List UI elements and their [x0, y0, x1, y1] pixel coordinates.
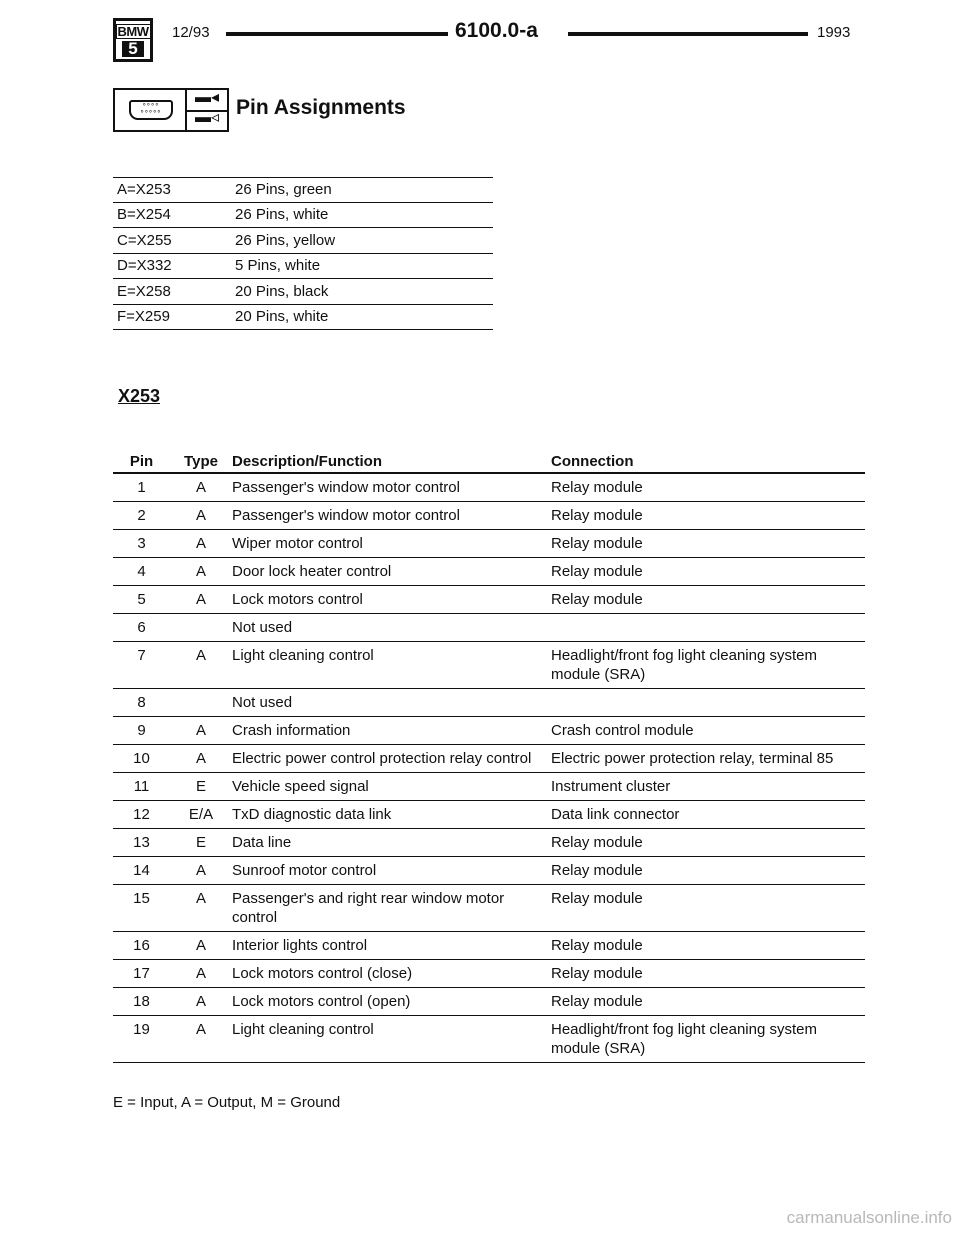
pin-type: A	[195, 479, 206, 496]
pin-connection: Relay module	[551, 937, 643, 954]
header-rule-left	[226, 32, 448, 36]
pin-number: 19	[133, 1021, 150, 1038]
pin-description: Passenger's and right rear window motor control	[232, 890, 505, 926]
pin-type	[170, 693, 232, 712]
pin-description: Lock motors control (open)	[232, 993, 411, 1010]
table-row	[113, 988, 865, 1016]
connector-id: C=X255	[117, 231, 172, 249]
bmw-5-logo	[113, 18, 153, 62]
connector-description: 20 Pins, white	[235, 308, 329, 326]
connector-row	[113, 228, 493, 254]
connector-row	[113, 279, 493, 305]
table-header	[113, 450, 865, 474]
pin-number: 5	[137, 591, 146, 608]
pin-type: A	[195, 965, 206, 982]
pin-number: 8	[137, 694, 146, 711]
pin-connection: Relay module	[551, 535, 643, 552]
pin-connection: Relay module	[551, 834, 643, 851]
pin-type: E	[195, 778, 206, 795]
pin-description: Passenger's window motor control	[232, 507, 460, 524]
type-legend: E = Input, A = Output, M = Ground	[113, 1094, 341, 1111]
watermark: carmanualsonline.info	[786, 1208, 952, 1227]
pin-number: 18	[133, 993, 150, 1010]
pin-description: Not used	[232, 694, 293, 711]
pin-number: 4	[137, 563, 146, 580]
header-date: 12/93	[172, 24, 210, 41]
pin-connection	[551, 693, 865, 712]
pin-description: Data line	[232, 834, 292, 851]
pin-connection: Relay module	[551, 890, 643, 907]
pin-number: 11	[133, 778, 150, 795]
pin-description: Lock motors control	[232, 591, 363, 608]
table-row	[113, 745, 865, 773]
pin-number: 14	[133, 862, 150, 879]
table-row	[113, 474, 865, 502]
column-header-type: Type	[184, 452, 218, 470]
header-year: 1993	[817, 24, 851, 41]
table-row	[113, 885, 865, 932]
pin-connection: Headlight/front fog light cleaning system module (SRA)	[551, 1021, 817, 1057]
pin-description: Sunroof motor control	[232, 862, 377, 879]
pin-connection: Relay module	[551, 993, 643, 1010]
pin-description: Lock motors control (close)	[232, 965, 413, 982]
pin-connection: Data link connector	[551, 806, 680, 823]
table-row	[113, 689, 865, 717]
pin-connection: Relay module	[551, 563, 643, 580]
connector-description: 20 Pins, black	[235, 282, 329, 300]
table-row	[113, 642, 865, 689]
pin-type: A	[195, 507, 206, 524]
pin-connection: Crash control module	[551, 722, 694, 739]
pin-type: A	[195, 1021, 206, 1038]
table-row	[113, 801, 865, 829]
pin-type: A	[195, 862, 206, 879]
table-row	[113, 932, 865, 960]
pin-type: A	[195, 750, 206, 767]
pin-assignment-table	[113, 450, 865, 1063]
connector-id: E=X258	[117, 282, 171, 300]
pin-number: 1	[137, 479, 146, 496]
pin-type: A	[195, 535, 206, 552]
pin-type: A	[195, 722, 206, 739]
table-row	[113, 586, 865, 614]
pin-type: A	[195, 937, 206, 954]
connector-id: D=X332	[117, 257, 172, 275]
document-code: 6100.0-a	[455, 19, 538, 42]
connector-pin-icon	[113, 88, 229, 132]
pin-number: 3	[137, 535, 146, 552]
table-row	[113, 773, 865, 801]
section-title: X253	[118, 386, 161, 406]
pin-connection: Electric power protection relay, terminal 85	[551, 750, 834, 767]
pin-number: 2	[137, 507, 146, 524]
pin-connection: Relay module	[551, 591, 643, 608]
table-row	[113, 530, 865, 558]
connector-id: A=X253	[117, 181, 171, 199]
pin-connection	[551, 618, 865, 637]
header-rule-right	[568, 32, 808, 36]
model-label: 5	[122, 41, 143, 57]
pin-type: A	[195, 647, 206, 664]
pin-type: A	[195, 563, 206, 580]
table-row	[113, 829, 865, 857]
pin-type: A	[195, 591, 206, 608]
input-output-icon: ▬◂ ▬◃	[194, 89, 220, 126]
table-row	[113, 558, 865, 586]
plug-icon: °°°° °°°°°	[129, 100, 173, 120]
pin-number: 15	[133, 890, 150, 907]
pin-connection: Instrument cluster	[551, 778, 671, 795]
pin-description: Passenger's window motor control	[232, 479, 460, 496]
table-body	[113, 474, 865, 1063]
pin-description: Interior lights control	[232, 937, 368, 954]
page-title: Pin Assignments	[236, 96, 406, 119]
pin-description: Vehicle speed signal	[232, 778, 369, 795]
connector-row	[113, 254, 493, 280]
pin-connection: Headlight/front fog light cleaning system module (SRA)	[551, 647, 817, 683]
table-row	[113, 857, 865, 885]
table-row	[113, 717, 865, 745]
pin-description: Not used	[232, 619, 293, 636]
connector-description: 5 Pins, white	[235, 257, 321, 275]
pin-description: Wiper motor control	[232, 535, 363, 552]
pin-connection: Relay module	[551, 965, 643, 982]
connector-summary-table	[113, 177, 493, 330]
column-header-pin: Pin	[129, 452, 154, 470]
pin-number: 6	[137, 619, 146, 636]
connector-row	[113, 203, 493, 229]
pin-number: 12	[133, 806, 150, 823]
pin-description: TxD diagnostic data link	[232, 806, 392, 823]
connector-description: 26 Pins, white	[235, 206, 329, 224]
pin-number: 17	[133, 965, 150, 982]
connector-id: B=X254	[117, 206, 171, 224]
connector-id: F=X259	[117, 308, 170, 326]
pin-description: Light cleaning control	[232, 647, 374, 664]
pin-connection: Relay module	[551, 862, 643, 879]
pin-number: 10	[133, 750, 150, 767]
connector-row	[113, 177, 493, 203]
connector-description: 26 Pins, green	[235, 181, 332, 199]
column-header-description: Description/Function	[232, 452, 382, 470]
pin-connection: Relay module	[551, 507, 643, 524]
pin-type: A	[195, 993, 206, 1010]
table-row	[113, 1016, 865, 1063]
column-header-connection: Connection	[551, 452, 634, 470]
pin-description: Light cleaning control	[232, 1021, 374, 1038]
pin-type: E	[195, 834, 206, 851]
pin-number: 16	[133, 937, 150, 954]
pin-type	[170, 618, 232, 637]
connector-row	[113, 305, 493, 331]
table-row	[113, 960, 865, 988]
pin-type: E/A	[188, 806, 214, 823]
table-row	[113, 502, 865, 530]
pin-type: A	[195, 890, 206, 907]
pin-description: Electric power control protection relay control	[232, 750, 532, 767]
table-row	[113, 614, 865, 642]
pin-number: 7	[137, 647, 146, 664]
connector-description: 26 Pins, yellow	[235, 231, 336, 249]
pin-connection: Relay module	[551, 479, 643, 496]
pin-number: 13	[133, 834, 150, 851]
pin-number: 9	[137, 722, 146, 739]
pin-description: Door lock heater control	[232, 563, 392, 580]
pin-description: Crash information	[232, 722, 351, 739]
brand-label: BMW	[117, 23, 149, 39]
